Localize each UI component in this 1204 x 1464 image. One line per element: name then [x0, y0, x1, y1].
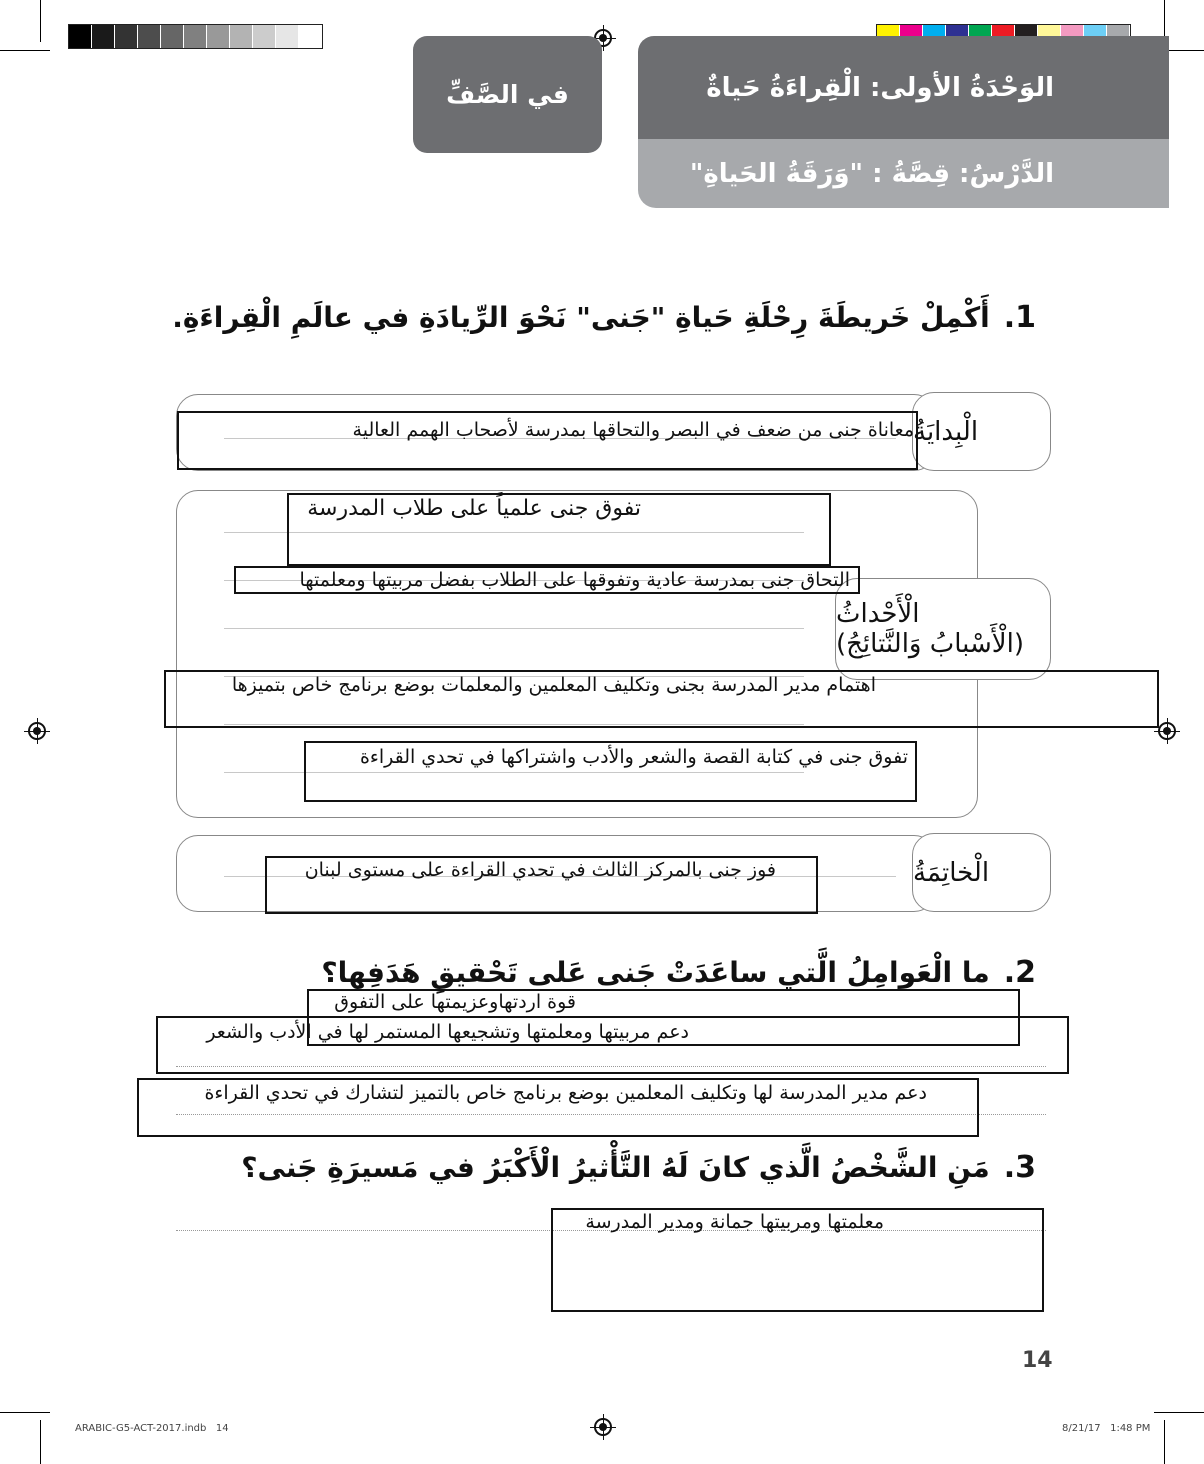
- registration-mark-icon: [594, 1418, 612, 1436]
- answer-line: [224, 628, 804, 629]
- color-swatch: [230, 25, 253, 48]
- beginning-label: الْبِدايَةُ: [913, 416, 979, 447]
- question-2-answer-2: دعم مربيتها ومعلمتها وتشجيعها المستمر لها في الأدب والشعر: [206, 1021, 689, 1043]
- color-swatch: [69, 25, 92, 48]
- crop-mark: [0, 50, 50, 51]
- question-1: [172, 300, 1036, 335]
- color-swatch: [253, 25, 276, 48]
- events-sublabel: (الْأَسْبابُ وَالنَّتائِجُ): [836, 629, 1024, 659]
- beginning-label-box: [912, 392, 1051, 471]
- question-1-text: أَكْمِلْ خَريطَةَ رِحْلَةِ حَياةِ "جَنى" نَحْوَ الرِّيادَةِ في عالَمِ الْقِراءَةِ.: [172, 301, 990, 334]
- crop-mark: [40, 0, 41, 42]
- unit-title: الوَحْدَةُ الأولى: الْقِراءَةُ حَياةٌ: [706, 72, 1054, 103]
- question-3-answer: معلمتها ومربيتها جمانة ومدير المدرسة: [585, 1211, 884, 1233]
- lesson-title-bar: [638, 139, 1169, 208]
- class-tab-label: في الصَّفِّ: [446, 80, 569, 109]
- crop-mark: [0, 1412, 50, 1413]
- color-swatch: [184, 25, 207, 48]
- crop-mark: [40, 1420, 41, 1464]
- color-swatch: [92, 25, 115, 48]
- ending-label: الْخاتِمَةُ: [913, 857, 990, 888]
- events-answer-4: تفوق جنى في كتابة القصة والشعر والأدب واشتراكها في تحدي القراءة: [359, 746, 908, 768]
- events-answer-2: التحاق جنى بمدرسة عادية وتفوقها على الطلاب بفضل مربيتها ومعلمتها: [299, 569, 850, 591]
- question-2-number: 2.: [1003, 955, 1036, 990]
- events-answer-1: تفوق جنى علمياً على طلاب المدرسة: [307, 496, 641, 521]
- registration-mark-icon: [1158, 722, 1176, 740]
- color-swatch: [276, 25, 299, 48]
- lesson-title: الدَّرْسُ: قِصَّةُ : "وَرَقَةُ الحَياةِ": [689, 158, 1054, 189]
- question-1-number: 1.: [1003, 300, 1036, 335]
- ending-answer: فوز جنى بالمركز الثالث في تحدي القراءة على مستوى لبنان: [304, 859, 776, 881]
- question-3-number: 3.: [1003, 1150, 1036, 1185]
- question-2-answer-3: دعم مدير المدرسة لها وتكليف المعلمين بوضع برنامج خاص بالتميز لتشارك في تحدي القراءة: [204, 1082, 927, 1104]
- timestamp: 8/21/17 1:48 PM: [1062, 1423, 1151, 1434]
- events-label-box: [835, 578, 1051, 680]
- question-2-answer-1: قوة اردتهاوعزيمتها على التفوق: [334, 991, 576, 1013]
- grayscale-strip: [68, 24, 323, 49]
- page-number: 14: [1022, 1348, 1053, 1373]
- question-3: [241, 1150, 1036, 1185]
- unit-title-bar: [638, 36, 1169, 139]
- events-answer-3: اهتمام مدير المدرسة بجنى وتكليف المعلمين والمعلمات بوضع برنامج خاص بتميزها: [231, 674, 876, 696]
- color-swatch: [138, 25, 161, 48]
- file-slug: ARABIC-G5-ACT-2017.indb 14: [75, 1423, 229, 1434]
- color-swatch: [115, 25, 138, 48]
- color-swatch: [207, 25, 230, 48]
- events-label: الْأَحْداثُ: [836, 599, 920, 629]
- crop-mark: [1154, 1412, 1204, 1413]
- ending-label-box: [912, 833, 1051, 912]
- registration-mark-icon: [28, 722, 46, 740]
- crop-mark: [1164, 1420, 1165, 1464]
- beginning-answer: معاناة جنى من ضعف في البصر والتحاقها بمدرسة لأصحاب الهمم العالية: [352, 419, 914, 441]
- question-2: [321, 955, 1036, 990]
- question-2-text: ما الْعَوامِلُ الَّتي ساعَدَتْ جَنى عَلى تَحْقيقِ هَدَفِها؟: [321, 956, 990, 989]
- question-3-text: مَنِ الشَّخْصُ الَّذي كانَ لَهُ التَّأْثيرُ الْأَكْبَرُ في مَسيرَةِ جَنى؟: [241, 1151, 990, 1184]
- class-tab: [413, 36, 602, 153]
- color-swatch: [161, 25, 184, 48]
- color-swatch: [299, 25, 322, 48]
